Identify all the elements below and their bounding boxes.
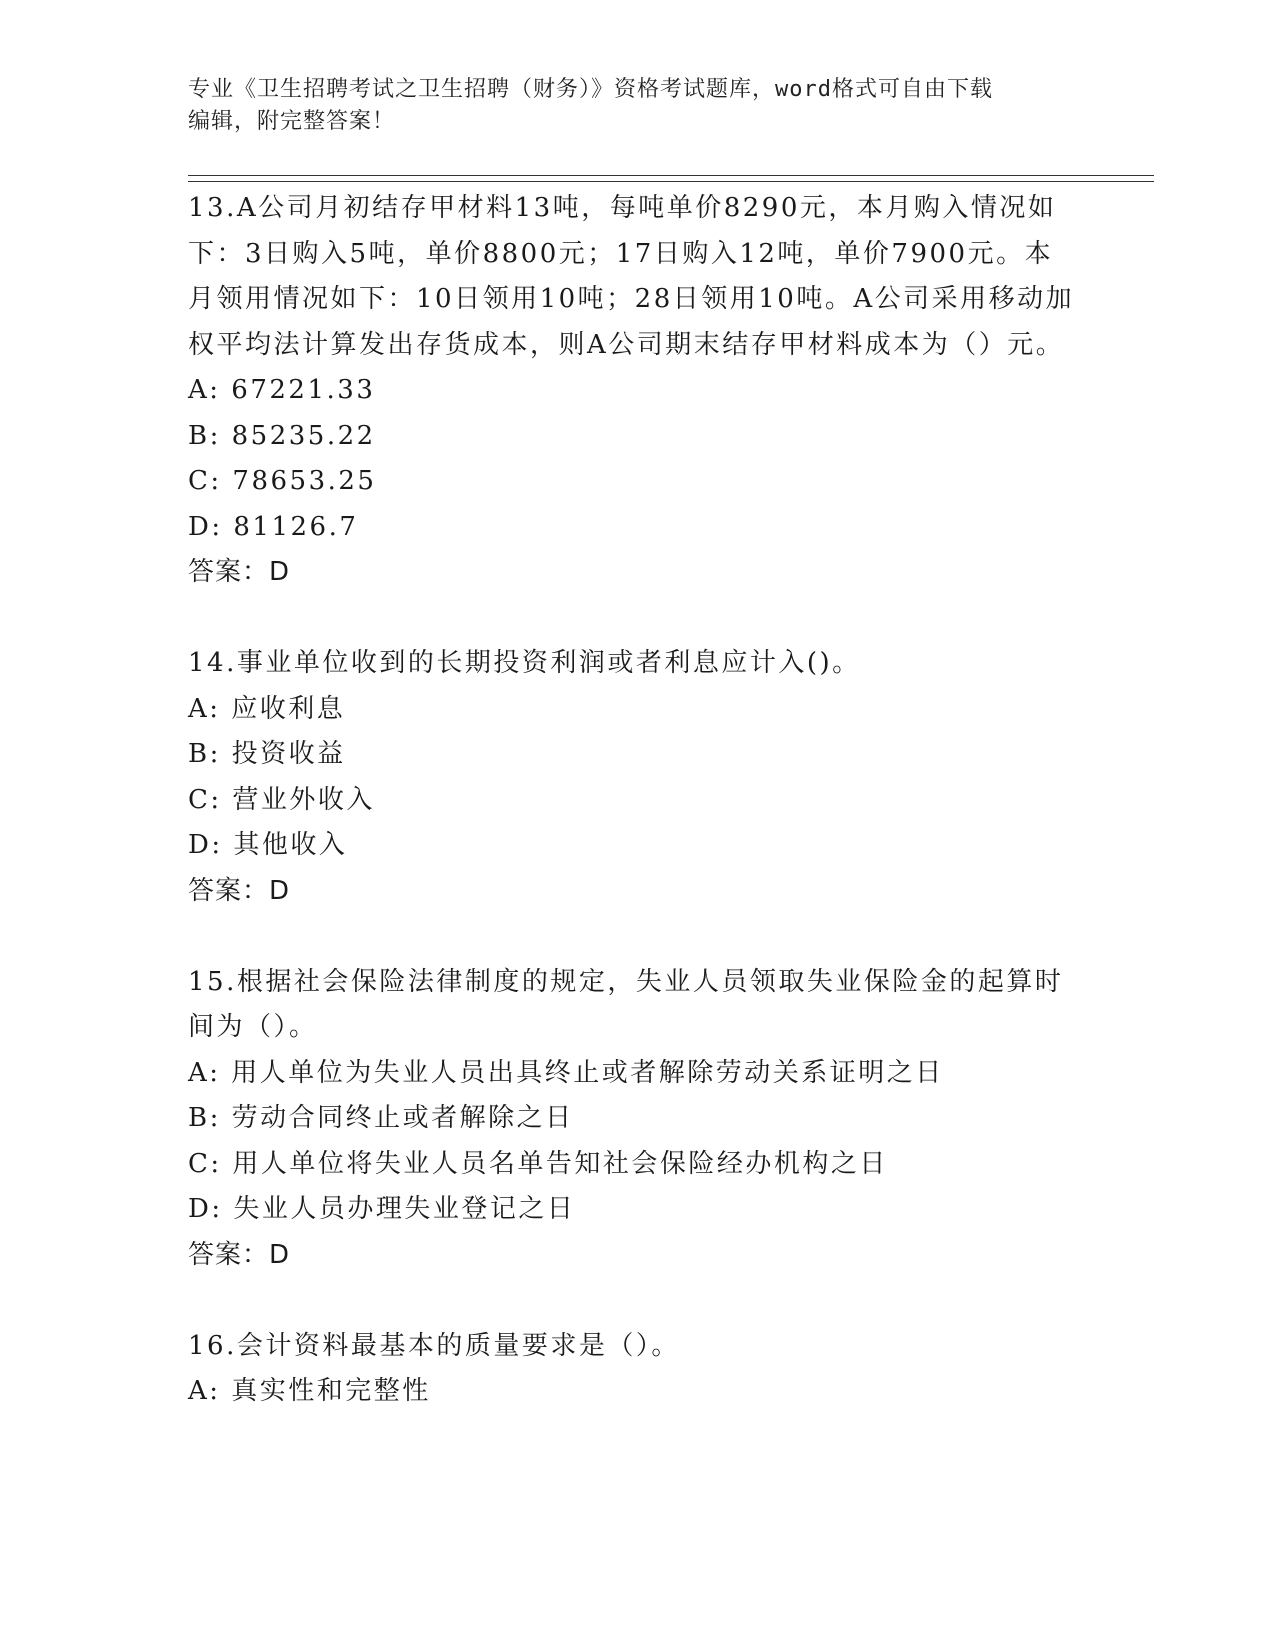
question-stem: 15.根据社会保险法律制度的规定，失业人员领取失业保险金的起算时间为（）。 [188, 966, 1064, 1042]
option-d: D: 其他收入 [188, 830, 348, 860]
header-line-2: 编辑，附完整答案！ [188, 109, 396, 134]
question-stem: 14.事业单位收到的长期投资利润或者利息应计入()。 [188, 648, 861, 678]
option-c: C: 78653.25 [188, 466, 377, 496]
option-a: A: 应收利息 [188, 693, 346, 724]
option-c: C: 营业外收入 [188, 784, 375, 815]
option-b: B: 投资收益 [188, 739, 346, 769]
header-divider-top [188, 175, 1154, 176]
answer-label: 答案：D [188, 557, 291, 587]
question-stem: 13.A公司月初结存甲材料13吨，每吨单价8290元，本月购入情况如下：3日购入5吨，单价8800元；17日购入12吨，单价7900元。本月领用情况如下：10日领用10吨；28日领用10吨。A公司采用移动加权平均法计算发出存货成本，则A公司期末结存甲材料成本为（）元。 [188, 193, 1075, 360]
header-divider-bottom [188, 181, 1154, 182]
option-a: A: 67221.33 [188, 375, 376, 405]
header-line-1: 专业《卫生招聘考试之卫生招聘（财务）》资格考试题库，word格式可自由下载 [188, 77, 993, 102]
option-a: A: 真实性和完整性 [188, 1376, 431, 1406]
question-13 [188, 186, 1088, 596]
option-c: C: 用人单位将失业人员名单告知社会保险经办机构之日 [188, 1148, 888, 1179]
answer-label: 答案：D [188, 1239, 291, 1270]
answer-label: 答案：D [188, 875, 291, 906]
option-b: B: 劳动合同终止或者解除之日 [188, 1103, 574, 1133]
question-14 [188, 641, 1088, 914]
option-d: D: 失业人员办理失业登记之日 [188, 1194, 576, 1224]
question-15 [188, 960, 1088, 1279]
question-stem: 16.会计资料最基本的质量要求是（）。 [188, 1330, 680, 1361]
option-a: A: 用人单位为失业人员出具终止或者解除劳动关系证明之日 [188, 1057, 944, 1088]
document-header [188, 74, 1088, 138]
question-list [188, 186, 1088, 1460]
option-d: D: 81126.7 [188, 511, 359, 542]
option-b: B: 85235.22 [188, 420, 376, 451]
question-16 [188, 1324, 1088, 1415]
